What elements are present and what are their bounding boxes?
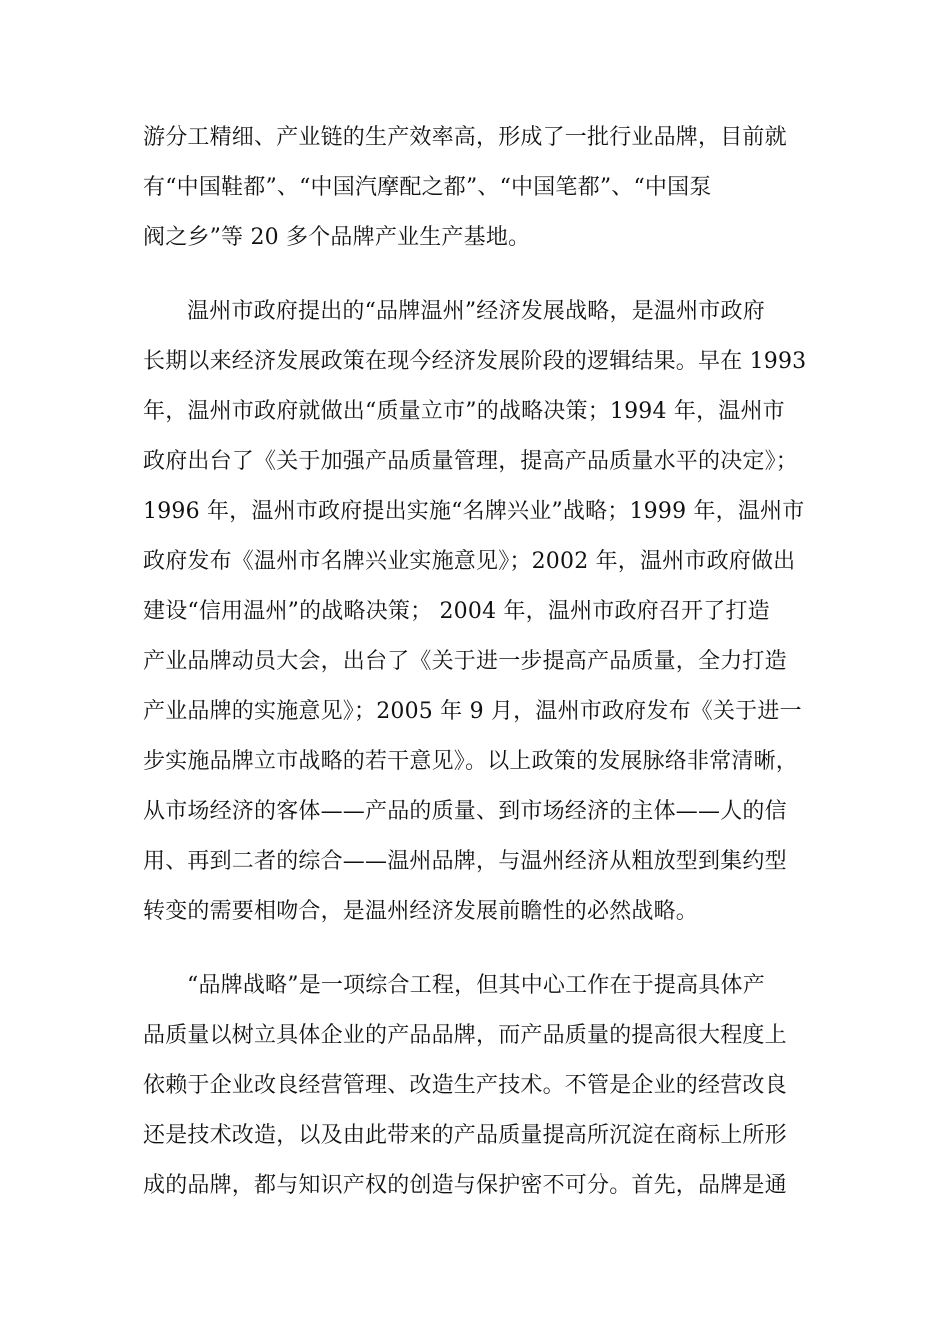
text-line: 政府出台了《关于加强产品质量管理，提高产品质量水平的决定》； bbox=[143, 449, 799, 474]
text-line: 步实施品牌立市战略的若干意见》。以上政策的发展脉络非常清晰， bbox=[143, 749, 799, 774]
paragraph-1 bbox=[143, 113, 823, 263]
text-line: 游分工精细、产业链的生产效率高，形成了一批行业品牌，目前就 bbox=[143, 125, 787, 150]
text-line: 政府发布《温州市名牌兴业实施意见》；2002 年，温州市政府做出 bbox=[143, 549, 796, 574]
text-line: 建设“信用温州”的战略决策； 2004 年，温州市政府召开了打造 bbox=[143, 599, 770, 624]
text-line: 阀之乡”等 20 多个品牌产业生产基地。 bbox=[143, 225, 531, 250]
text-line: 年，温州市政府就做出“质量立市”的战略决策；1994 年，温州市 bbox=[143, 399, 785, 424]
text-line: 成的品牌，都与知识产权的创造与保护密不可分。首先，品牌是通 bbox=[143, 1173, 787, 1198]
text-line: 产业品牌动员大会，出台了《关于进一步提高产品质量，全力打造 bbox=[143, 649, 787, 674]
text-line: 用、再到二者的综合——温州品牌，与温州经济从粗放型到集约型 bbox=[143, 849, 787, 874]
text-line: 温州市政府提出的“品牌温州”经济发展战略，是温州市政府 bbox=[187, 299, 765, 324]
text-line: “品牌战略”是一项综合工程，但其中心工作在于提高具体产 bbox=[187, 973, 765, 998]
text-line: 长期以来经济发展政策在现今经济发展阶段的逻辑结果。早在 1993 bbox=[143, 349, 807, 374]
paragraph-2 bbox=[143, 287, 823, 937]
text-line: 1996 年，温州市政府提出实施“名牌兴业”战略；1999 年，温州市 bbox=[143, 499, 805, 524]
paragraph-3 bbox=[143, 961, 823, 1211]
text-line: 品质量以树立具体企业的产品品牌，而产品质量的提高很大程度上 bbox=[143, 1023, 787, 1048]
text-line: 有“中国鞋都”、“中国汽摩配之都”、“中国笔都”、“中国泵 bbox=[143, 175, 712, 200]
text-line: 依赖于企业改良经营管理、改造生产技术。不管是企业的经营改良 bbox=[143, 1073, 787, 1098]
text-line: 转变的需要相吻合，是温州经济发展前瞻性的必然战略。 bbox=[143, 899, 699, 924]
text-line: 从市场经济的客体——产品的质量、到市场经济的主体——人的信 bbox=[143, 799, 787, 824]
text-line: 还是技术改造，以及由此带来的产品质量提高所沉淀在商标上所形 bbox=[143, 1123, 787, 1148]
text-line: 产业品牌的实施意见》；2005 年 9 月，温州市政府发布《关于进一 bbox=[143, 699, 802, 724]
